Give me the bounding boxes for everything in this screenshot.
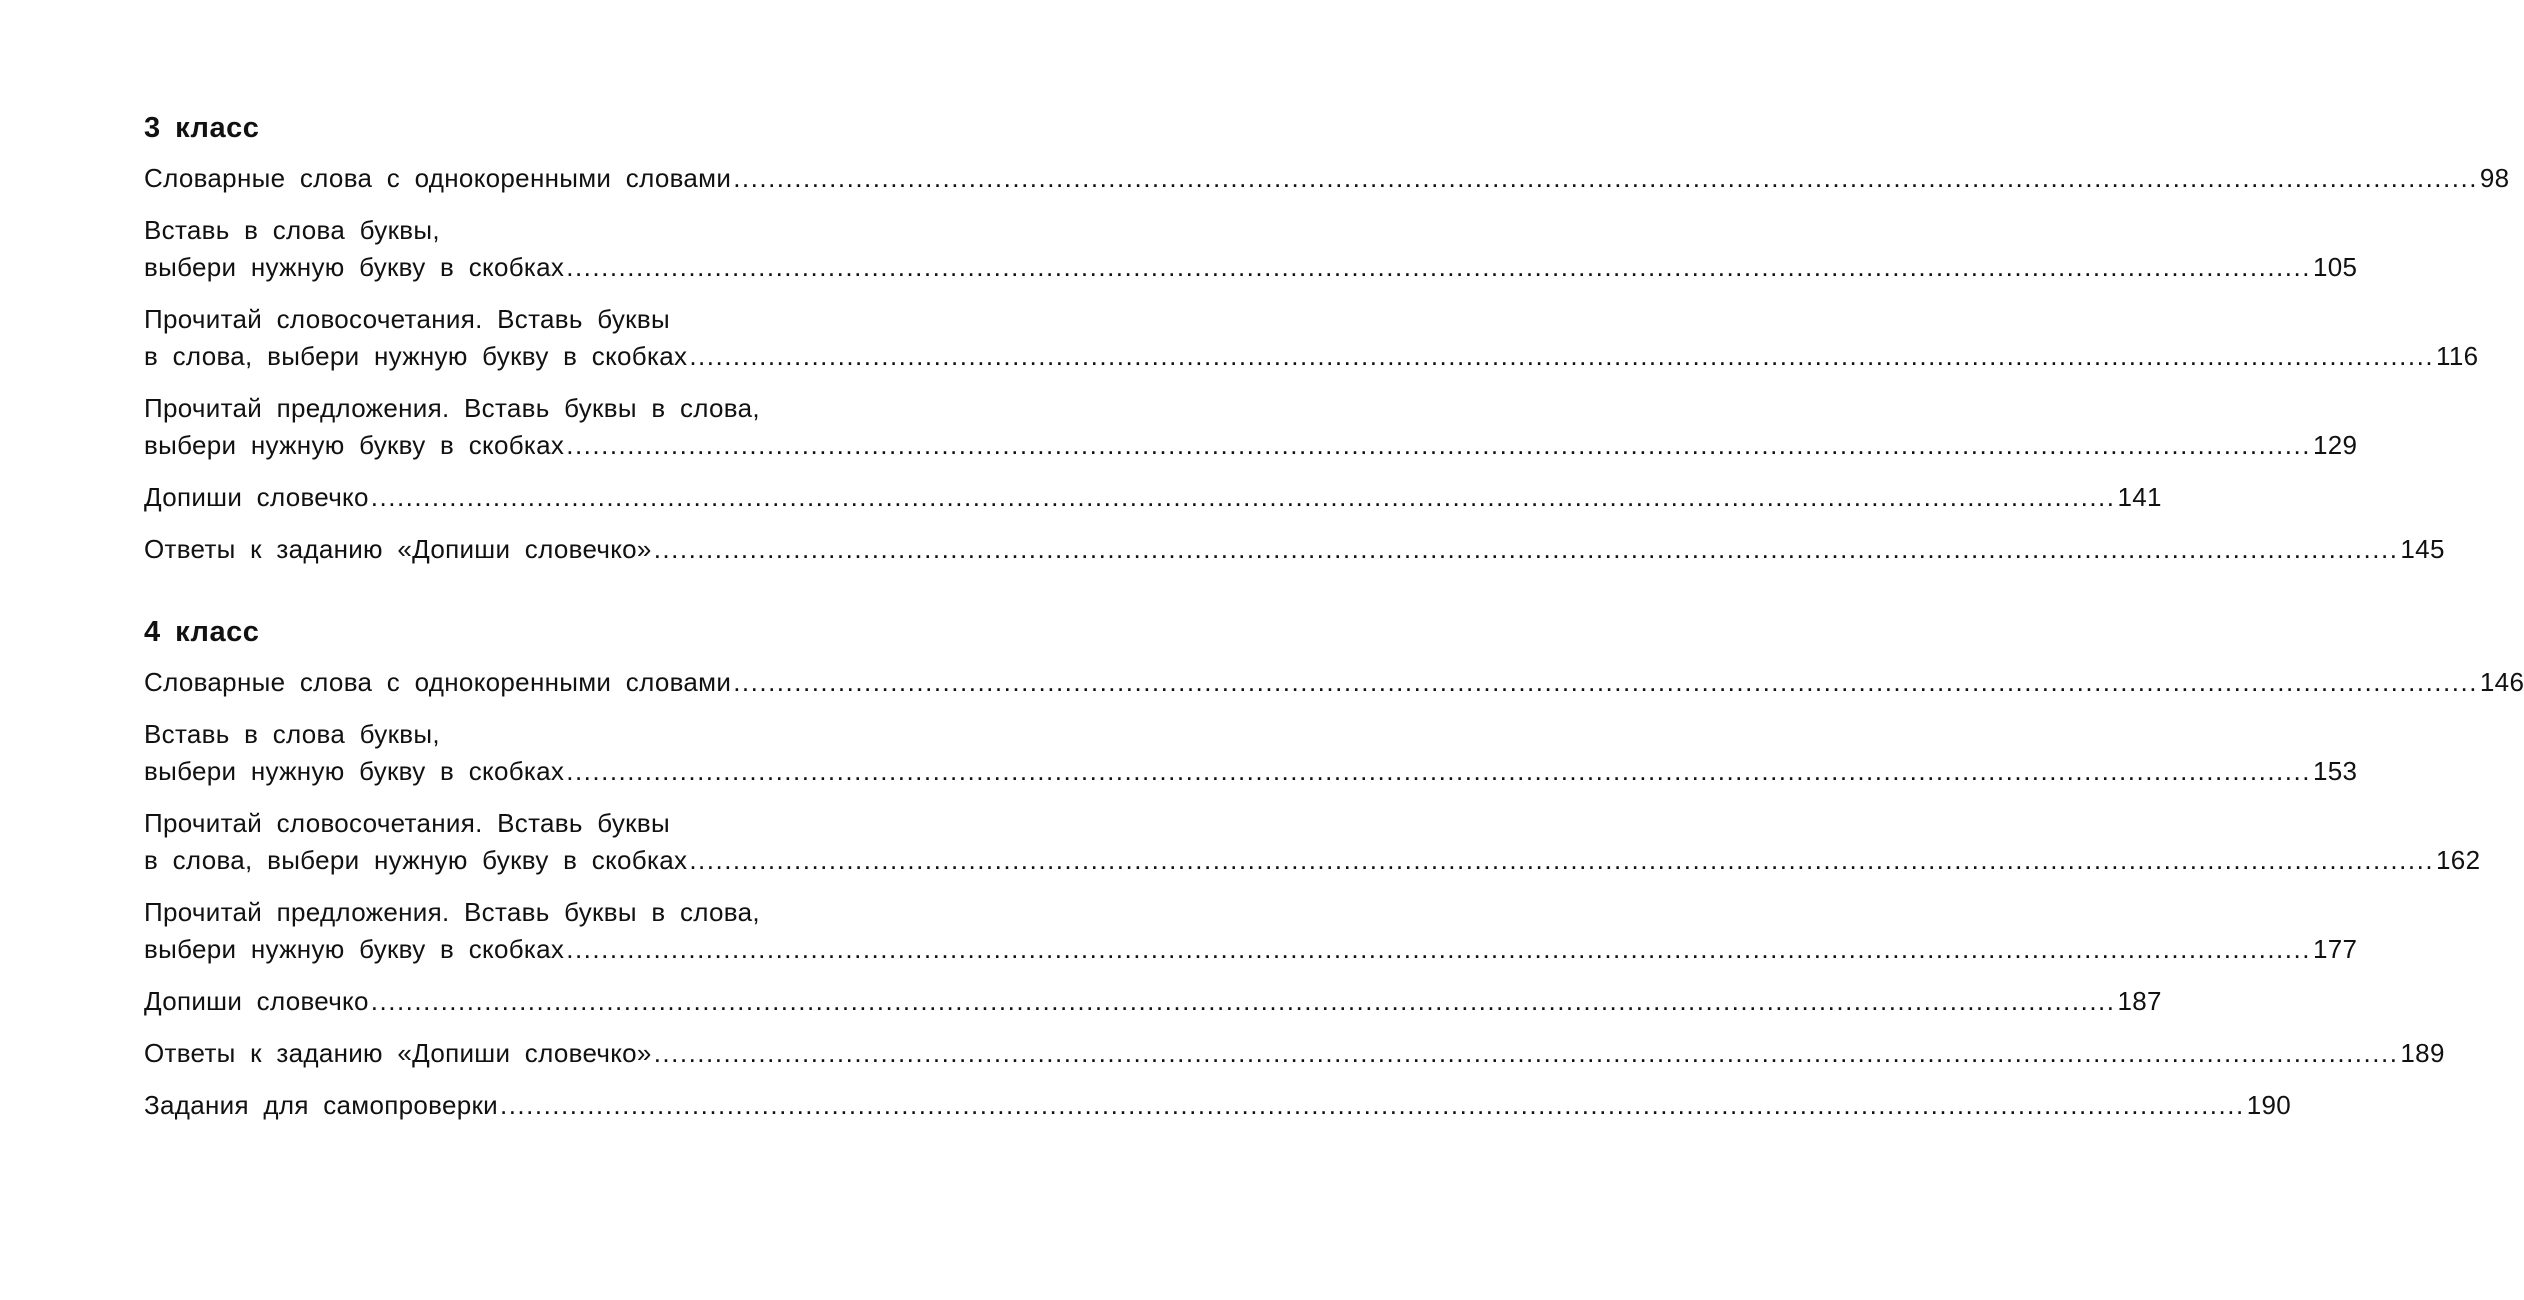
entry-last-line [144,1087,2291,1124]
page-number: 116 [2436,341,2479,371]
dot-leader: ........................................................................................................................................................................................................ [566,252,2311,282]
entry-title-text: Ответы к заданию «Допиши словечко» [144,534,652,564]
page-number: 187 [2117,986,2162,1016]
entry-title-line: Прочитай словосочетания. Вставь буквы [144,808,670,838]
toc-entry[interactable] [144,390,2358,464]
entry-last-line [144,338,2479,375]
entry-title-text: в слова, выбери нужную букву в скобках [144,341,688,371]
toc-entry[interactable] [144,212,2358,286]
section-title: 3 класс [144,112,260,144]
entry-last-line [144,1035,2445,1072]
toc-section [144,612,2524,1124]
toc-section [144,108,2510,568]
entry-title-text: Допиши словечко [144,986,369,1016]
toc-entry[interactable] [144,894,2358,968]
dot-leader: ........................................................................................................................................................................................................ [653,1038,2399,1068]
toc-entry[interactable] [144,664,2524,701]
entry-title-text: Словарные слова с однокоренными словами [144,163,732,193]
section-title: 4 класс [144,616,260,648]
dot-leader: ........................................................................................................................................................................................................ [689,845,2435,875]
toc-entry[interactable] [144,160,2510,197]
table-of-contents [144,108,2524,1139]
entry-title-line: Вставь в слова буквы, [144,215,440,245]
entry-last-line [144,983,2162,1020]
page-number: 141 [2117,482,2162,512]
page-number: 145 [2400,534,2445,564]
entry-last-line [144,842,2481,879]
dot-leader: ........................................................................................................................................................................................................ [733,163,2478,193]
dot-leader: ........................................................................................................................................................................................................ [370,482,2116,512]
entry-last-line [144,753,2358,790]
toc-entry[interactable] [144,1035,2445,1072]
page-number: 98 [2479,163,2510,193]
toc-entry[interactable] [144,805,2481,879]
dot-leader: ........................................................................................................................................................................................................ [566,756,2311,786]
toc-sections [144,108,2524,1124]
page-number: 105 [2312,252,2358,282]
entry-last-line [144,160,2510,197]
toc-entry[interactable] [144,716,2358,790]
page-number: 190 [2246,1090,2291,1120]
page-number: 162 [2436,845,2481,875]
entry-title-line: Прочитай предложения. Вставь буквы в слова, [144,897,760,927]
toc-entry[interactable] [144,301,2479,375]
entry-last-line [144,931,2358,968]
toc-entry[interactable] [144,531,2445,568]
page-number: 129 [2312,430,2358,460]
page-number: 177 [2312,934,2358,964]
entry-title-text: выбери нужную букву в скобках [144,430,565,460]
page-number: 189 [2400,1038,2445,1068]
entry-title-text: выбери нужную букву в скобках [144,756,565,786]
entry-title-text: Задания для самопроверки [144,1090,498,1120]
toc-entry[interactable] [144,1087,2291,1124]
dot-leader: ........................................................................................................................................................................................................ [733,667,2478,697]
entry-last-line [144,664,2524,701]
entry-title-text: Ответы к заданию «Допиши словечко» [144,1038,652,1068]
toc-entry[interactable] [144,983,2162,1020]
entry-title-text: выбери нужную букву в скобках [144,934,565,964]
entry-last-line [144,249,2358,286]
entry-last-line [144,531,2445,568]
page-number: 146 [2479,667,2524,697]
dot-leader: ........................................................................................................................................................................................................ [653,534,2399,564]
entry-last-line [144,427,2358,464]
entry-title-text: Словарные слова с однокоренными словами [144,667,732,697]
entry-title-line: Вставь в слова буквы, [144,719,440,749]
entry-title-text: в слова, выбери нужную букву в скобках [144,845,688,875]
entry-title-line: Прочитай предложения. Вставь буквы в слова, [144,393,760,423]
entry-title-text: выбери нужную букву в скобках [144,252,565,282]
entry-title-text: Допиши словечко [144,482,369,512]
toc-entry[interactable] [144,479,2162,516]
page-number: 153 [2312,756,2358,786]
dot-leader: ........................................................................................................................................................................................................ [566,430,2311,460]
entry-title-line: Прочитай словосочетания. Вставь буквы [144,304,670,334]
entry-last-line [144,479,2162,516]
dot-leader: ........................................................................................................................................................................................................ [499,1090,2245,1120]
dot-leader: ........................................................................................................................................................................................................ [370,986,2116,1016]
dot-leader: ........................................................................................................................................................................................................ [689,341,2435,371]
dot-leader: ........................................................................................................................................................................................................ [566,934,2311,964]
